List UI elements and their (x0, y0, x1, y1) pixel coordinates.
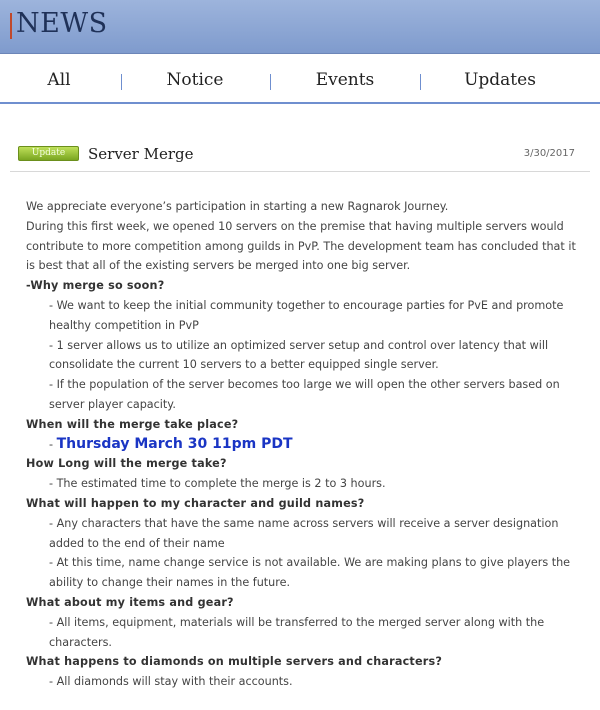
divider (10, 171, 590, 172)
answer-dash: - (49, 437, 57, 451)
tab-notice[interactable]: Notice (166, 70, 224, 90)
answer-item: - At this time, name change service is not available. We are making plans to give players the ability to change their names in the future. (49, 556, 571, 590)
post-body (26, 197, 578, 692)
answer-item: - All diamonds will stay with their accounts. (49, 675, 293, 689)
question-heading: What will happen to my character and guild names? (26, 496, 365, 510)
paragraph: During this first week, we opened 10 servers on the premise that having multiple servers would contribute to more competition among guilds in PvP. The development team has concluded that it is best that all of the existing servers be merged into one big server. (26, 219, 576, 273)
answer-item: - Any characters that have the same name across servers will receive a server designation added to the end of their name (49, 516, 559, 550)
question-heading: What happens to diamonds on multiple servers and characters? (26, 655, 443, 669)
header-banner (0, 0, 600, 54)
question-heading: What about my items and gear? (26, 595, 234, 609)
question-heading: When will the merge take place? (26, 417, 239, 431)
post-header (0, 140, 600, 170)
tab-updates[interactable]: Updates (464, 70, 536, 90)
answer-item: - 1 server allows us to utilize an optimized server setup and control over latency that will consolidate the current 10 servers to a better equipped single server. (49, 338, 549, 372)
question-heading: -Why merge so soon? (26, 279, 165, 293)
title-accent-bar (10, 13, 12, 39)
answer-item: - All items, equipment, materials will be transferred to the merged server along with the characters. (49, 615, 545, 649)
question-heading: How Long will the merge take? (26, 457, 227, 471)
update-badge: Update (18, 146, 79, 161)
tab-separator (270, 74, 271, 90)
paragraph: We appreciate everyone’s participation in starting a new Ragnarok Journey. (26, 200, 449, 213)
post-title: Server Merge (88, 145, 194, 163)
merge-datetime: Thursday March 30 11pm PDT (56, 435, 293, 452)
tab-separator (420, 74, 421, 90)
post-date: 3/30/2017 (523, 148, 575, 159)
answer-item: - The estimated time to complete the merge is 2 to 3 hours. (49, 477, 386, 491)
answer-item (26, 435, 578, 455)
page-title: NEWS (16, 8, 108, 39)
tab-bar (0, 58, 600, 104)
tab-all[interactable]: All (47, 70, 71, 90)
answer-item: - We want to keep the initial community together to encourage parties for PvE and promote healthy competition in PvP (49, 298, 564, 332)
tab-separator (121, 74, 122, 90)
tab-events[interactable]: Events (315, 70, 375, 90)
answer-item: - If the population of the server becomes too large we will open the other servers based on server player capacity. (49, 378, 560, 411)
